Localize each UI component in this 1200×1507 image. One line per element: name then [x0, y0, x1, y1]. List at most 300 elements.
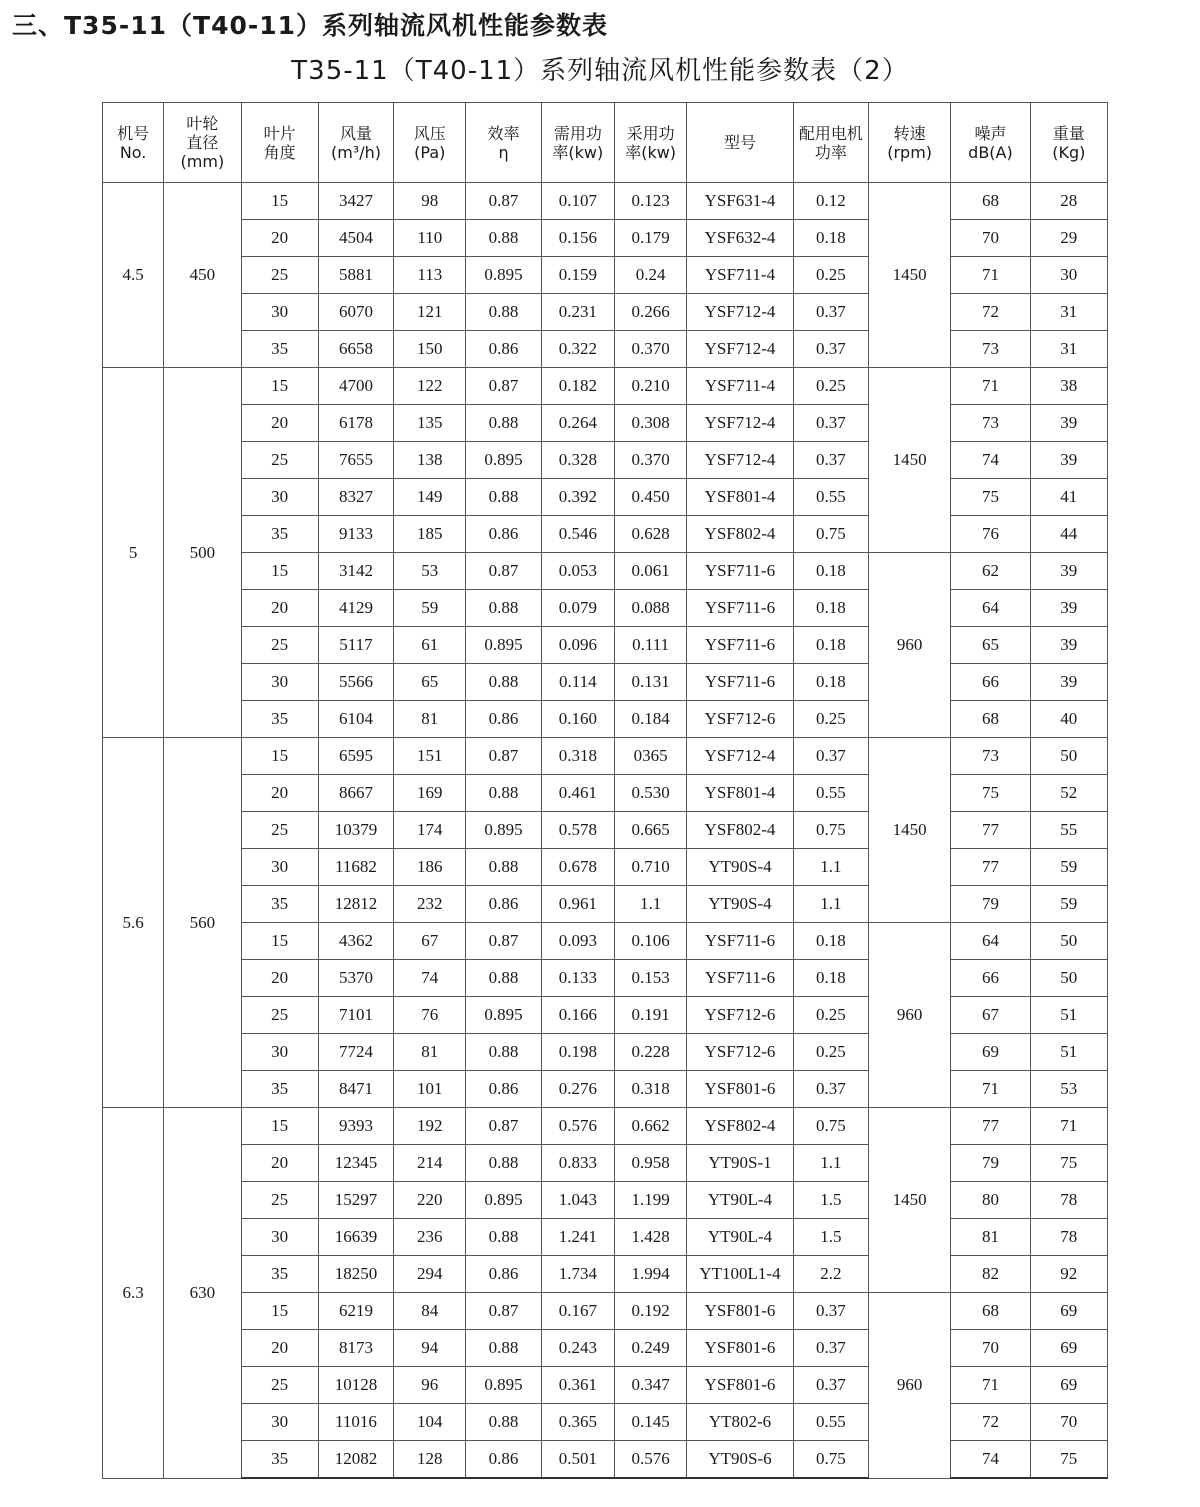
blade-angle-cell: 20	[241, 960, 318, 997]
blade-angle-cell: 35	[241, 1256, 318, 1293]
motor-model-cell: YSF711-6	[687, 923, 793, 960]
noise-cell: 66	[951, 664, 1030, 701]
weight-cell: 92	[1030, 1256, 1107, 1293]
efficiency-cell: 0.895	[466, 442, 541, 479]
weight-cell: 59	[1030, 886, 1107, 923]
weight-cell: 29	[1030, 220, 1107, 257]
weight-cell: 70	[1030, 1404, 1107, 1441]
speed-cell: 960	[868, 923, 950, 1108]
used-power-cell: 0.370	[614, 442, 686, 479]
efficiency-cell: 0.88	[466, 1034, 541, 1071]
motor-model-cell: YSF711-6	[687, 553, 793, 590]
efficiency-cell: 0.88	[466, 405, 541, 442]
required-power-cell: 0.159	[541, 257, 614, 294]
efficiency-cell: 0.88	[466, 1219, 541, 1256]
column-header	[951, 103, 1030, 183]
table-row	[103, 923, 1108, 960]
required-power-cell: 0.053	[541, 553, 614, 590]
motor-model-cell: YSF801-4	[687, 479, 793, 516]
required-power-cell: 0.678	[541, 849, 614, 886]
column-header	[687, 103, 793, 183]
airflow-cell: 12345	[318, 1145, 393, 1182]
noise-cell: 80	[951, 1182, 1030, 1219]
motor-model-cell: YT90S-6	[687, 1441, 793, 1479]
pressure-cell: 122	[394, 368, 466, 405]
airflow-cell: 7655	[318, 442, 393, 479]
weight-cell: 52	[1030, 775, 1107, 812]
blade-angle-cell: 20	[241, 775, 318, 812]
motor-power-cell: 0.18	[793, 627, 868, 664]
pressure-cell: 294	[394, 1256, 466, 1293]
noise-cell: 82	[951, 1256, 1030, 1293]
noise-cell: 73	[951, 405, 1030, 442]
airflow-cell: 9393	[318, 1108, 393, 1145]
header-row	[103, 103, 1108, 183]
pressure-cell: 65	[394, 664, 466, 701]
required-power-cell: 0.264	[541, 405, 614, 442]
motor-power-cell: 0.55	[793, 775, 868, 812]
efficiency-cell: 0.88	[466, 590, 541, 627]
table-row	[103, 368, 1108, 405]
blade-angle-cell: 35	[241, 1441, 318, 1479]
used-power-cell: 0.266	[614, 294, 686, 331]
efficiency-cell: 0.87	[466, 738, 541, 775]
blade-angle-cell: 30	[241, 479, 318, 516]
table-row	[103, 553, 1108, 590]
column-header	[541, 103, 614, 183]
table-title: T35-11（T40-11）系列轴流风机性能参数表（2）	[291, 56, 909, 86]
motor-model-cell: YSF802-4	[687, 812, 793, 849]
used-power-cell: 0.958	[614, 1145, 686, 1182]
blade-angle-cell: 15	[241, 1293, 318, 1330]
noise-cell: 70	[951, 220, 1030, 257]
table-row	[103, 812, 1108, 849]
used-power-cell: 0.710	[614, 849, 686, 886]
weight-cell: 40	[1030, 701, 1107, 738]
motor-model-cell: YSF802-4	[687, 1108, 793, 1145]
motor-power-cell: 0.18	[793, 923, 868, 960]
weight-cell: 39	[1030, 553, 1107, 590]
noise-cell: 71	[951, 1367, 1030, 1404]
noise-cell: 79	[951, 1145, 1030, 1182]
impeller-diameter-cell: 500	[164, 368, 241, 738]
required-power-cell: 0.501	[541, 1441, 614, 1479]
motor-power-cell: 0.25	[793, 701, 868, 738]
motor-model-cell: YSF711-6	[687, 627, 793, 664]
column-header	[241, 103, 318, 183]
motor-model-cell: YSF802-4	[687, 516, 793, 553]
used-power-cell: 1.199	[614, 1182, 686, 1219]
efficiency-cell: 0.87	[466, 1293, 541, 1330]
motor-model-cell: YT90S-4	[687, 886, 793, 923]
efficiency-cell: 0.87	[466, 368, 541, 405]
column-header-line: 叶片	[263, 123, 296, 143]
blade-angle-cell: 15	[241, 183, 318, 220]
weight-cell: 50	[1030, 738, 1107, 775]
blade-angle-cell: 35	[241, 701, 318, 738]
used-power-cell: 1.994	[614, 1256, 686, 1293]
pressure-cell: 149	[394, 479, 466, 516]
required-power-cell: 0.182	[541, 368, 614, 405]
motor-power-cell: 0.37	[793, 1330, 868, 1367]
motor-power-cell: 0.75	[793, 1441, 868, 1479]
blade-angle-cell: 30	[241, 1034, 318, 1071]
table-row	[103, 1441, 1108, 1479]
weight-cell: 44	[1030, 516, 1107, 553]
pressure-cell: 110	[394, 220, 466, 257]
motor-power-cell: 0.37	[793, 405, 868, 442]
efficiency-cell: 0.86	[466, 701, 541, 738]
weight-cell: 31	[1030, 294, 1107, 331]
efficiency-cell: 0.895	[466, 997, 541, 1034]
required-power-cell: 0.114	[541, 664, 614, 701]
motor-power-cell: 1.1	[793, 886, 868, 923]
pressure-cell: 81	[394, 1034, 466, 1071]
motor-power-cell: 2.2	[793, 1256, 868, 1293]
airflow-cell: 6219	[318, 1293, 393, 1330]
blade-angle-cell: 25	[241, 1367, 318, 1404]
required-power-cell: 0.961	[541, 886, 614, 923]
blade-angle-cell: 25	[241, 997, 318, 1034]
required-power-cell: 0.276	[541, 1071, 614, 1108]
noise-cell: 68	[951, 183, 1030, 220]
pressure-cell: 169	[394, 775, 466, 812]
required-power-cell: 0.160	[541, 701, 614, 738]
used-power-cell: 0.318	[614, 1071, 686, 1108]
table-row	[103, 257, 1108, 294]
column-header	[164, 103, 241, 183]
required-power-cell: 1.734	[541, 1256, 614, 1293]
table-row	[103, 590, 1108, 627]
table-row	[103, 997, 1108, 1034]
airflow-cell: 5370	[318, 960, 393, 997]
required-power-cell: 0.578	[541, 812, 614, 849]
airflow-cell: 8667	[318, 775, 393, 812]
noise-cell: 74	[951, 442, 1030, 479]
motor-power-cell: 0.75	[793, 516, 868, 553]
used-power-cell: 0.24	[614, 257, 686, 294]
column-header-line: (mm)	[180, 152, 225, 171]
table-row	[103, 1219, 1108, 1256]
required-power-cell: 0.318	[541, 738, 614, 775]
required-power-cell: 0.546	[541, 516, 614, 553]
noise-cell: 69	[951, 1034, 1030, 1071]
column-header	[793, 103, 868, 183]
column-header-line: 采用功	[626, 123, 675, 143]
pressure-cell: 74	[394, 960, 466, 997]
column-header-line: 转速	[893, 123, 926, 143]
efficiency-cell: 0.88	[466, 849, 541, 886]
used-power-cell: 0365	[614, 738, 686, 775]
used-power-cell: 0.308	[614, 405, 686, 442]
motor-power-cell: 1.5	[793, 1219, 868, 1256]
motor-model-cell: YSF711-6	[687, 960, 793, 997]
airflow-cell: 7101	[318, 997, 393, 1034]
noise-cell: 79	[951, 886, 1030, 923]
column-header-line: 噪声	[974, 123, 1007, 143]
pressure-cell: 128	[394, 1441, 466, 1479]
required-power-cell: 1.043	[541, 1182, 614, 1219]
blade-angle-cell: 30	[241, 1219, 318, 1256]
motor-power-cell: 1.5	[793, 1182, 868, 1219]
blade-angle-cell: 15	[241, 553, 318, 590]
used-power-cell: 0.123	[614, 183, 686, 220]
motor-model-cell: YT90L-4	[687, 1182, 793, 1219]
table-row	[103, 738, 1108, 775]
used-power-cell: 0.191	[614, 997, 686, 1034]
performance-table	[102, 102, 1108, 1479]
column-header-line: 率(kw)	[552, 142, 604, 162]
blade-angle-cell: 20	[241, 405, 318, 442]
weight-cell: 69	[1030, 1367, 1107, 1404]
pressure-cell: 151	[394, 738, 466, 775]
pressure-cell: 84	[394, 1293, 466, 1330]
used-power-cell: 0.111	[614, 627, 686, 664]
motor-power-cell: 0.37	[793, 442, 868, 479]
motor-model-cell: YSF631-4	[687, 183, 793, 220]
efficiency-cell: 0.88	[466, 960, 541, 997]
motor-model-cell: YSF711-6	[687, 664, 793, 701]
table-row	[103, 849, 1108, 886]
efficiency-cell: 0.88	[466, 1330, 541, 1367]
noise-cell: 65	[951, 627, 1030, 664]
motor-model-cell: YSF711-4	[687, 368, 793, 405]
noise-cell: 66	[951, 960, 1030, 997]
airflow-cell: 6104	[318, 701, 393, 738]
required-power-cell: 0.133	[541, 960, 614, 997]
table-row	[103, 1182, 1108, 1219]
motor-power-cell: 0.37	[793, 1367, 868, 1404]
column-header	[318, 103, 393, 183]
used-power-cell: 0.088	[614, 590, 686, 627]
blade-angle-cell: 35	[241, 331, 318, 368]
airflow-cell: 12082	[318, 1441, 393, 1479]
table-row	[103, 220, 1108, 257]
blade-angle-cell: 30	[241, 664, 318, 701]
required-power-cell: 1.241	[541, 1219, 614, 1256]
airflow-cell: 6658	[318, 331, 393, 368]
machine-no-cell: 5	[103, 368, 164, 738]
efficiency-cell: 0.895	[466, 257, 541, 294]
motor-power-cell: 0.18	[793, 220, 868, 257]
weight-cell: 51	[1030, 1034, 1107, 1071]
pressure-cell: 53	[394, 553, 466, 590]
motor-model-cell: YSF711-6	[687, 590, 793, 627]
column-header	[466, 103, 541, 183]
efficiency-cell: 0.88	[466, 1145, 541, 1182]
blade-angle-cell: 25	[241, 812, 318, 849]
motor-power-cell: 0.25	[793, 368, 868, 405]
airflow-cell: 4700	[318, 368, 393, 405]
pressure-cell: 192	[394, 1108, 466, 1145]
machine-no-cell: 4.5	[103, 183, 164, 368]
weight-cell: 38	[1030, 368, 1107, 405]
pressure-cell: 121	[394, 294, 466, 331]
table-row	[103, 294, 1108, 331]
used-power-cell: 0.061	[614, 553, 686, 590]
blade-angle-cell: 30	[241, 294, 318, 331]
used-power-cell: 0.179	[614, 220, 686, 257]
efficiency-cell: 0.895	[466, 1182, 541, 1219]
column-header-line: 风量	[339, 123, 372, 143]
weight-cell: 71	[1030, 1108, 1107, 1145]
airflow-cell: 8327	[318, 479, 393, 516]
table-row	[103, 1256, 1108, 1293]
motor-power-cell: 0.18	[793, 590, 868, 627]
required-power-cell: 0.365	[541, 1404, 614, 1441]
weight-cell: 69	[1030, 1330, 1107, 1367]
required-power-cell: 0.576	[541, 1108, 614, 1145]
motor-power-cell: 1.1	[793, 1145, 868, 1182]
airflow-cell: 5566	[318, 664, 393, 701]
required-power-cell: 0.392	[541, 479, 614, 516]
pressure-cell: 101	[394, 1071, 466, 1108]
airflow-cell: 4504	[318, 220, 393, 257]
column-header	[868, 103, 950, 183]
efficiency-cell: 0.86	[466, 1256, 541, 1293]
used-power-cell: 0.370	[614, 331, 686, 368]
column-header-line: (rpm)	[887, 142, 933, 162]
airflow-cell: 11016	[318, 1404, 393, 1441]
motor-power-cell: 1.1	[793, 849, 868, 886]
column-header-line: 率(kw)	[625, 142, 677, 162]
airflow-cell: 6178	[318, 405, 393, 442]
airflow-cell: 4362	[318, 923, 393, 960]
pressure-cell: 113	[394, 257, 466, 294]
weight-cell: 78	[1030, 1219, 1107, 1256]
pressure-cell: 150	[394, 331, 466, 368]
pressure-cell: 59	[394, 590, 466, 627]
column-header-line: 需用功	[553, 123, 602, 143]
table-row	[103, 1108, 1108, 1145]
speed-cell: 1450	[868, 183, 950, 368]
used-power-cell: 0.249	[614, 1330, 686, 1367]
blade-angle-cell: 35	[241, 886, 318, 923]
airflow-cell: 12812	[318, 886, 393, 923]
column-header	[103, 103, 164, 183]
motor-power-cell: 0.25	[793, 997, 868, 1034]
efficiency-cell: 0.86	[466, 1071, 541, 1108]
column-header-line: dB(A)	[968, 142, 1013, 162]
noise-cell: 68	[951, 701, 1030, 738]
airflow-cell: 5881	[318, 257, 393, 294]
used-power-cell: 1.428	[614, 1219, 686, 1256]
blade-angle-cell: 15	[241, 923, 318, 960]
weight-cell: 39	[1030, 664, 1107, 701]
pressure-cell: 185	[394, 516, 466, 553]
efficiency-cell: 0.895	[466, 1367, 541, 1404]
efficiency-cell: 0.86	[466, 516, 541, 553]
pressure-cell: 214	[394, 1145, 466, 1182]
pressure-cell: 104	[394, 1404, 466, 1441]
weight-cell: 53	[1030, 1071, 1107, 1108]
noise-cell: 72	[951, 1404, 1030, 1441]
motor-model-cell: YSF712-4	[687, 405, 793, 442]
table-row	[103, 331, 1108, 368]
weight-cell: 55	[1030, 812, 1107, 849]
airflow-cell: 11682	[318, 849, 393, 886]
pressure-cell: 96	[394, 1367, 466, 1404]
weight-cell: 39	[1030, 627, 1107, 664]
noise-cell: 68	[951, 1293, 1030, 1330]
required-power-cell: 0.243	[541, 1330, 614, 1367]
column-header-line: 角度	[263, 142, 296, 162]
noise-cell: 73	[951, 738, 1030, 775]
weight-cell: 50	[1030, 960, 1107, 997]
motor-model-cell: YSF712-6	[687, 701, 793, 738]
motor-model-cell: YSF801-6	[687, 1367, 793, 1404]
table-row	[103, 775, 1108, 812]
pressure-cell: 76	[394, 997, 466, 1034]
column-header-line: (Kg)	[1052, 142, 1086, 162]
noise-cell: 75	[951, 479, 1030, 516]
table-row	[103, 1367, 1108, 1404]
noise-cell: 77	[951, 1108, 1030, 1145]
motor-power-cell: 0.25	[793, 1034, 868, 1071]
motor-model-cell: YSF712-4	[687, 294, 793, 331]
weight-cell: 39	[1030, 405, 1107, 442]
used-power-cell: 0.228	[614, 1034, 686, 1071]
pressure-cell: 67	[394, 923, 466, 960]
noise-cell: 71	[951, 1071, 1030, 1108]
airflow-cell: 16639	[318, 1219, 393, 1256]
noise-cell: 72	[951, 294, 1030, 331]
used-power-cell: 0.145	[614, 1404, 686, 1441]
motor-power-cell: 0.18	[793, 553, 868, 590]
table-body	[103, 183, 1108, 1479]
motor-power-cell: 0.75	[793, 812, 868, 849]
pressure-cell: 220	[394, 1182, 466, 1219]
motor-power-cell: 0.37	[793, 1071, 868, 1108]
noise-cell: 62	[951, 553, 1030, 590]
airflow-cell: 7724	[318, 1034, 393, 1071]
speed-cell: 960	[868, 553, 950, 738]
used-power-cell: 0.665	[614, 812, 686, 849]
motor-power-cell: 0.18	[793, 664, 868, 701]
impeller-diameter-cell: 560	[164, 738, 241, 1108]
table-row	[103, 1293, 1108, 1330]
motor-power-cell: 0.55	[793, 1404, 868, 1441]
motor-model-cell: YSF711-4	[687, 257, 793, 294]
used-power-cell: 0.184	[614, 701, 686, 738]
used-power-cell: 0.153	[614, 960, 686, 997]
motor-power-cell: 0.37	[793, 1293, 868, 1330]
motor-model-cell: YSF801-6	[687, 1071, 793, 1108]
used-power-cell: 0.106	[614, 923, 686, 960]
motor-model-cell: YSF632-4	[687, 220, 793, 257]
table-row	[103, 886, 1108, 923]
blade-angle-cell: 15	[241, 738, 318, 775]
motor-power-cell: 0.12	[793, 183, 868, 220]
motor-power-cell: 0.75	[793, 1108, 868, 1145]
required-power-cell: 0.322	[541, 331, 614, 368]
noise-cell: 71	[951, 257, 1030, 294]
motor-model-cell: YSF712-4	[687, 442, 793, 479]
airflow-cell: 18250	[318, 1256, 393, 1293]
required-power-cell: 0.093	[541, 923, 614, 960]
machine-no-cell: 6.3	[103, 1108, 164, 1479]
column-header-line: 效率	[487, 123, 520, 143]
noise-cell: 73	[951, 331, 1030, 368]
blade-angle-cell: 20	[241, 590, 318, 627]
column-header-line: 叶轮	[186, 114, 219, 133]
efficiency-cell: 0.86	[466, 886, 541, 923]
motor-model-cell: YSF712-6	[687, 1034, 793, 1071]
weight-cell: 59	[1030, 849, 1107, 886]
column-header	[394, 103, 466, 183]
airflow-cell: 8471	[318, 1071, 393, 1108]
weight-cell: 30	[1030, 257, 1107, 294]
